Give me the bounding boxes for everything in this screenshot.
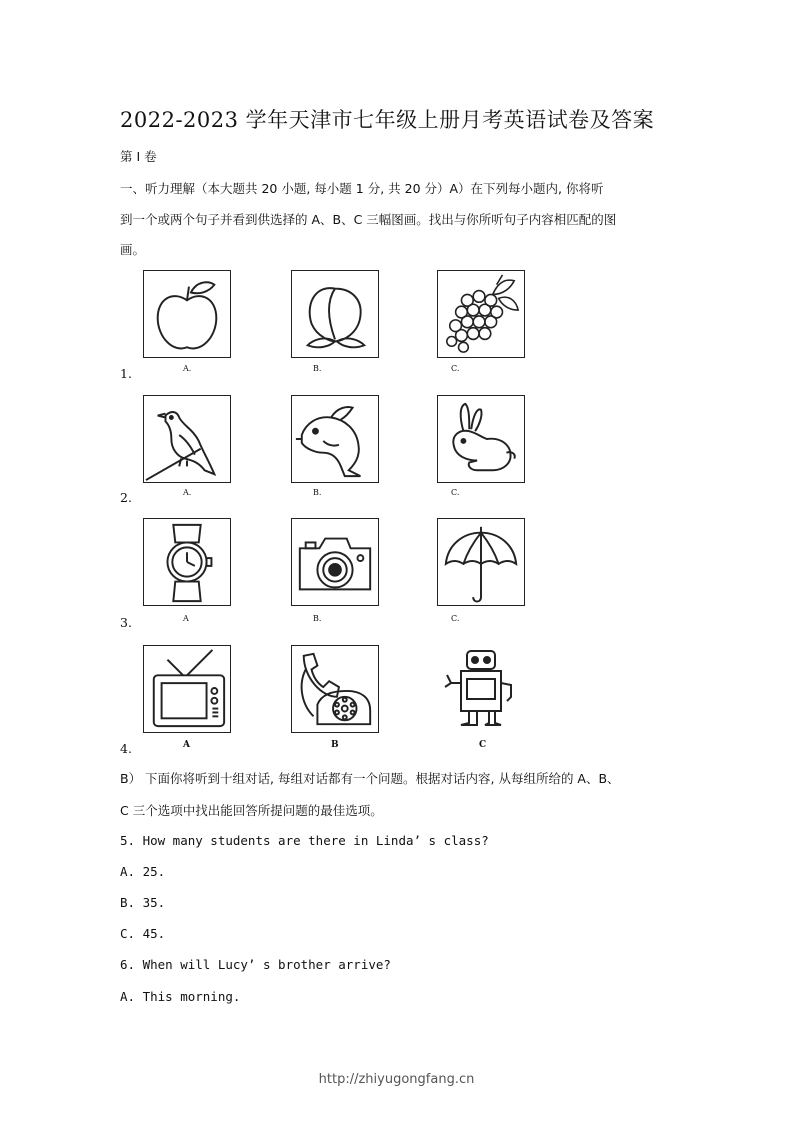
option-label-1b: B. [313,364,322,373]
umbrella-picture [437,518,525,606]
robot-icon [437,645,525,733]
instruction-line-1: 一、听力理解（本大题共 20 小题, 每小题 1 分, 共 20 分）A）在下列每小题内, 你将听 [120,181,604,196]
section-label: 第 I 卷 [120,149,157,164]
question-number-4: 4. [120,741,132,756]
grapes-picture [437,270,525,358]
option-label-4a: A [183,740,190,750]
camera-icon [292,519,378,605]
bird-picture [143,395,231,483]
question-5-option-b: B. 35. [120,895,166,910]
option-label-2c: C. [451,488,460,497]
question-number-1: 1. [120,366,132,381]
question-5: 5. How many students are there in Linda’ s class? [120,833,489,848]
option-label-4b: B [331,740,339,750]
camera-picture [291,518,379,606]
peach-icon [292,271,378,357]
part-b-line-2: C 三个选项中找出能回答所提问题的最佳选项。 [120,803,383,818]
question-5-option-a: A. 25. [120,864,166,879]
dolphin-icon [292,396,378,482]
dolphin-picture [291,395,379,483]
option-label-3b: B. [313,614,322,623]
page-title: 2022-2023 学年天津市七年级上册月考英语试卷及答案 [120,108,655,132]
apple-icon [144,271,230,357]
umbrella-icon [438,519,524,605]
instruction-line-3: 画。 [120,242,146,257]
question-5-option-c: C. 45. [120,926,166,941]
option-label-2a: A. [183,488,192,497]
telephone-icon [292,646,378,732]
instruction-line-2: 到一个或两个句子并看到供选择的 A、B、C 三幅图画。找出与你所听句子内容相匹配的图 [120,212,617,227]
apple-picture [143,270,231,358]
tv-picture [143,645,231,733]
tv-icon [144,646,230,732]
robot-picture [437,645,525,733]
question-6-option-a: A. This morning. [120,989,241,1004]
question-number-2: 2. [120,490,132,505]
option-label-3a: A [183,614,189,623]
rabbit-icon [438,396,524,482]
telephone-picture [291,645,379,733]
question-number-3: 3. [120,615,132,630]
footer-url[interactable]: http://zhiyugongfang.cn [318,1072,475,1087]
rabbit-picture [437,395,525,483]
option-label-1c: C. [451,364,460,373]
bird-icon [144,396,230,482]
question-6: 6. When will Lucy’ s brother arrive? [120,957,391,972]
option-label-3c: C. [451,614,460,623]
part-b-line-1: B） 下面你将听到十组对话, 每组对话都有一个问题。根据对话内容, 从每组所给的 A、B、 [120,771,620,786]
option-label-4c: C [479,740,487,750]
option-label-1a: A. [183,364,192,373]
option-label-2b: B. [313,488,322,497]
peach-picture [291,270,379,358]
watch-picture [143,518,231,606]
grapes-icon [438,271,524,357]
watch-icon [144,519,230,605]
